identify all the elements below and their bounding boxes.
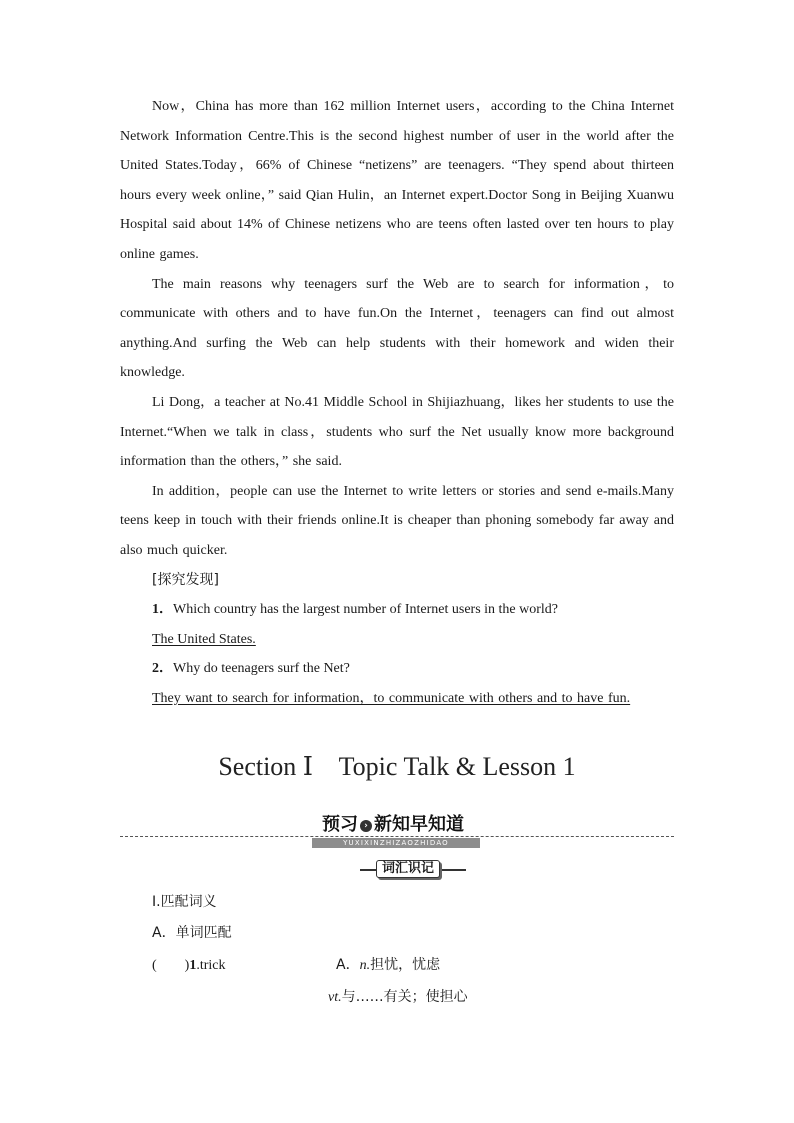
question-2-text: Why do teenagers surf the Net? [173, 661, 350, 677]
exercise-part-heading: Ⅰ.匹配词义 [152, 894, 217, 910]
option-definition-verb: 与……有关；使担心 [341, 989, 468, 1005]
vocab-tag [360, 859, 440, 879]
passage-paragraph-3: Li Dong，a teacher at No.41 Middle School in Shijiazhuang，likes her students to use the Internet.“When we talk in class，students who surf the Net usually know more background information than the others，” she said. [120, 394, 674, 470]
answer-2-text: They want to search for information，to communicate with others and to have fun. [152, 690, 631, 706]
option-pos-verb: vt. [328, 990, 342, 1005]
option-letter: A． [336, 957, 360, 973]
option-definition-noun: 担忧，忧虑 [370, 957, 441, 973]
passage-paragraph-4: In addition，people can use the Internet to write letters or stories and send e-mails.Many teens keep in touch with their friends online.It is cheaper than phoning somebody far away and also much quicker. [120, 483, 674, 558]
section-title: Section Ⅰ Topic Talk & Lesson 1 [218, 752, 576, 781]
passage-paragraph-2: The main reasons why teenagers surf the Web are to search for information，to communicate with others and to have fun.On the Internet，teenagers can find out almost anything.And surfing the Web can help students with their homework and widen their knowledge. [120, 276, 674, 381]
passage-paragraph-1: Now，China has more than 162 million Internet users，according to the China Internet Network Information Centre.This is the second highest number of user in the world after the United States.Today，66% of Chinese “netizens” are teenagers. “They spend about thirteen hours every week online，” said Qian Hulin，an Internet expert.Doctor Song in Beijing Xuanwu Hospital said about 14% of Chinese netizens who are teens often lasted over ten hours to play online games. [120, 99, 674, 262]
exercise-sub-heading: A．单词匹配 [152, 925, 232, 941]
preview-label-left: 预习 [322, 814, 358, 835]
question-2-number: 2． [152, 661, 173, 677]
exercise-item-1 [152, 954, 225, 974]
explore-heading: [探究发现] [152, 571, 219, 588]
question-1-number: 1． [152, 602, 173, 618]
option-a [336, 954, 440, 974]
vocab-tag-label: 词汇识记 [376, 860, 440, 878]
preview-pinyin: YUXIXINZHIZAOZHIDAO [312, 838, 480, 848]
arrow-icon: › [360, 820, 372, 832]
item-word: .trick [196, 958, 226, 973]
question-2 [120, 654, 674, 684]
answer-1 [120, 625, 674, 655]
option-pos-noun: n. [359, 958, 371, 973]
answer-blank: ( ) [152, 958, 190, 973]
dashed-divider [120, 836, 674, 837]
question-1 [120, 595, 674, 625]
preview-banner [120, 810, 674, 846]
reading-passage [120, 92, 674, 713]
option-a-verb [328, 986, 468, 1006]
answer-1-text: The United States. [152, 631, 256, 647]
preview-label-right: 新知早知道 [374, 814, 464, 835]
question-1-text: Which country has the largest number of Internet users in the world? [173, 602, 559, 618]
preview-label [320, 810, 466, 836]
item-number: 1 [189, 958, 197, 973]
